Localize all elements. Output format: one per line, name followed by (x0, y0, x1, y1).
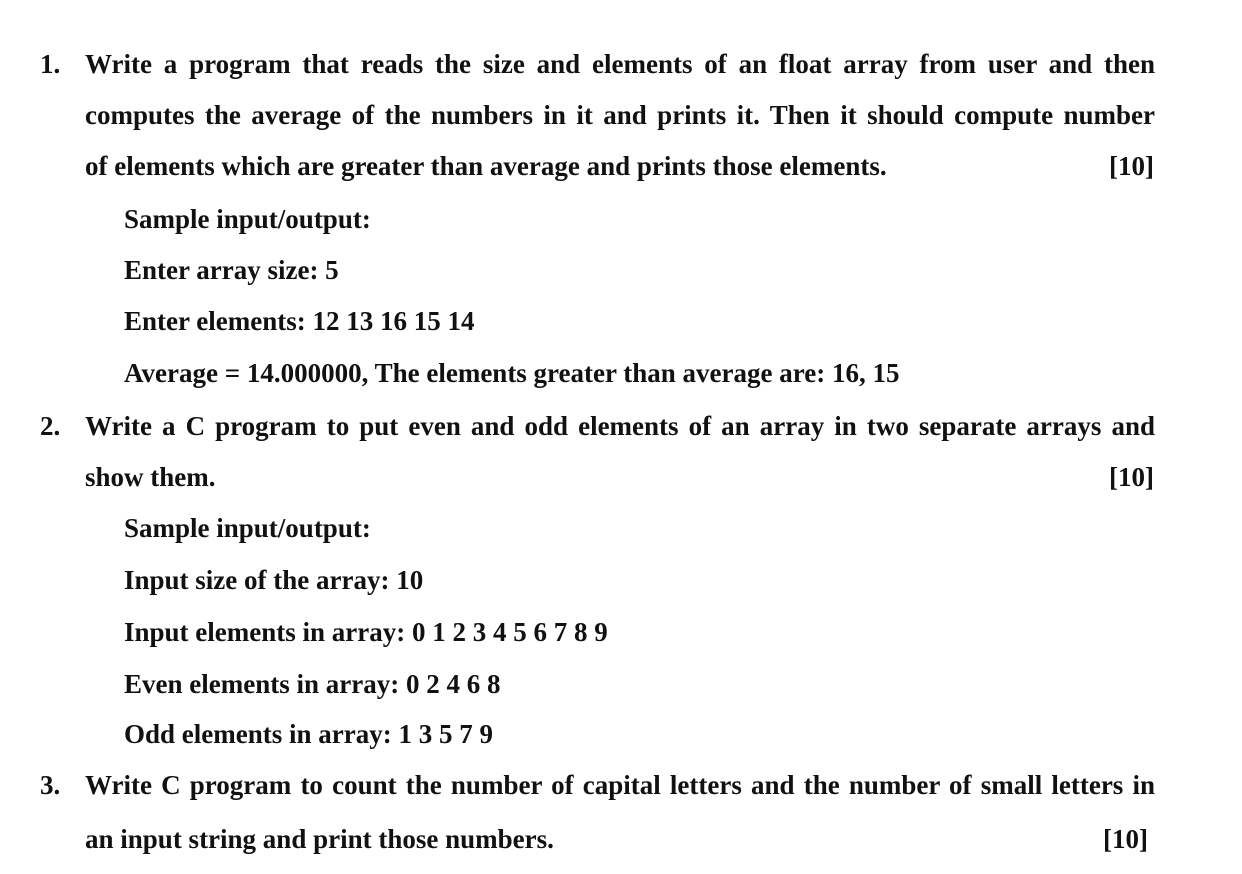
question-1-sample-line-2: Enter elements: 12 13 16 15 14 (124, 306, 475, 336)
question-1-line-2: computes the average of the numbers in it and prints it. Then it should compute number (85, 100, 1155, 130)
question-3-line-2: an input string and print those numbers. (85, 824, 554, 854)
question-2-sample-heading: Sample input/output: (124, 513, 371, 543)
question-1-sample-line-3: Average = 14.000000, The elements greater than average are: 16, 15 (124, 358, 900, 388)
question-3-marks: [10] (1103, 824, 1148, 854)
question-1-line-3: of elements which are greater than average and prints those elements. (85, 151, 887, 181)
question-1-marks: [10] (1109, 151, 1154, 181)
question-2-line-1: Write a C program to put even and odd elements of an array in two separate arrays and (85, 411, 1155, 441)
question-2-number: 2. (40, 411, 61, 441)
question-2-sample-line-4: Odd elements in array: 1 3 5 7 9 (124, 719, 493, 749)
question-2-sample-line-2: Input elements in array: 0 1 2 3 4 5 6 7 8 9 (124, 617, 608, 647)
question-2-marks: [10] (1109, 462, 1154, 492)
question-2-line-2: show them. (85, 462, 216, 492)
question-1-line-1: Write a program that reads the size and elements of an float array from user and then (85, 49, 1155, 79)
question-3-line-1: Write C program to count the number of capital letters and the number of small letters in (85, 770, 1155, 800)
question-2-sample-line-1: Input size of the array: 10 (124, 565, 424, 595)
question-1-sample-line-1: Enter array size: 5 (124, 255, 339, 285)
question-3-number: 3. (40, 770, 61, 800)
question-1-number: 1. (40, 49, 61, 79)
question-2-sample-line-3: Even elements in array: 0 2 4 6 8 (124, 669, 501, 699)
question-1-sample-heading: Sample input/output: (124, 204, 371, 234)
